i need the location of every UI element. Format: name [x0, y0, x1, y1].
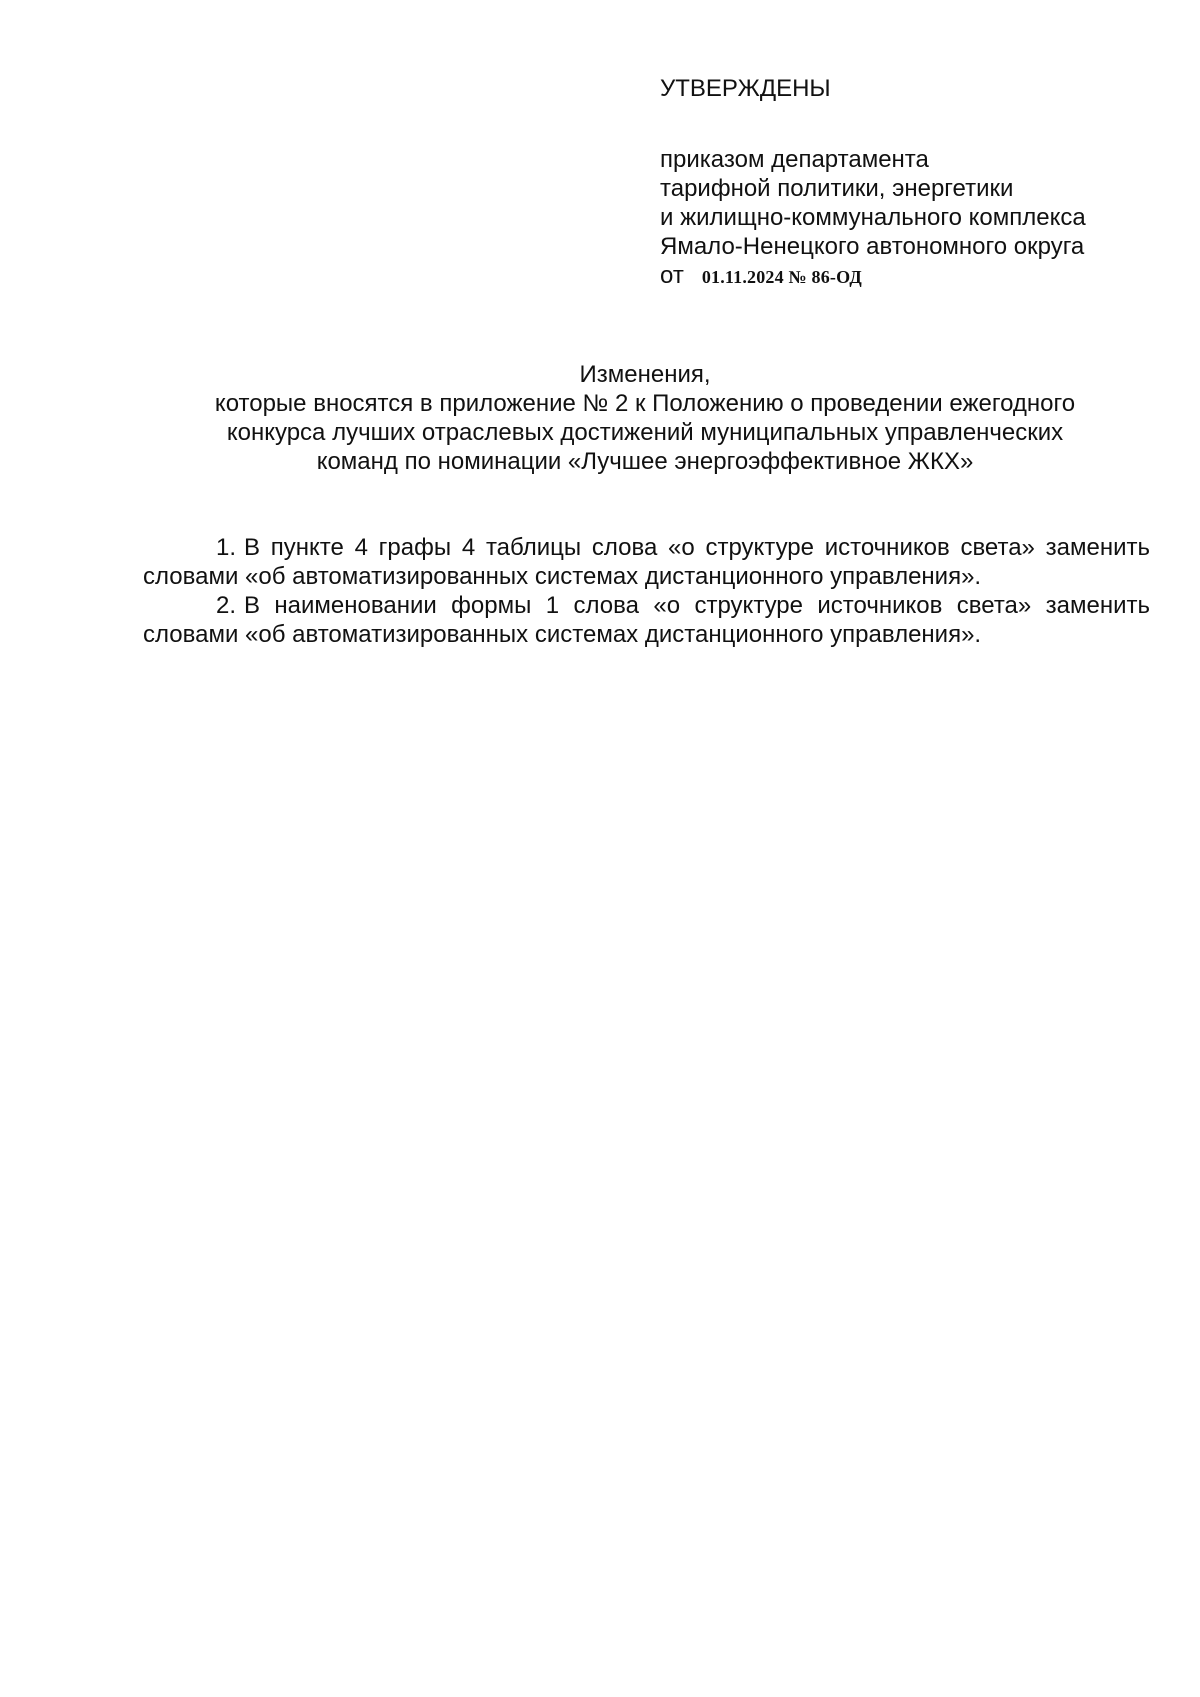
approval-stamp-block — [660, 74, 1130, 292]
paragraph-number: 2. — [216, 592, 237, 619]
heading-title: Изменения, — [579, 361, 711, 388]
heading-line: команд по номинации «Лучшее энергоэффективное ЖКХ» — [316, 448, 974, 475]
document-body — [143, 533, 1150, 649]
approval-line: и жилищно-коммунального комплекса — [660, 204, 1086, 231]
document-heading — [140, 360, 1150, 476]
order-number: 01.11.2024 № 86-ОД — [701, 267, 862, 287]
body-paragraph — [143, 533, 1150, 591]
approval-title: УТВЕРЖДЕНЫ — [660, 75, 831, 102]
approval-line: приказом департамента — [660, 146, 929, 173]
body-paragraph — [143, 591, 1150, 649]
order-prefix: от — [660, 262, 684, 289]
paragraph-text: В наименовании формы 1 слова «о структуре источников света» заменить словами «об автоматизированных системах дистанционного управления». — [143, 592, 1150, 648]
approval-line: Ямало-Ненецкого автономного округа — [660, 233, 1085, 260]
paragraph-number: 1. — [216, 534, 237, 561]
approval-lines — [660, 145, 1130, 292]
paragraph-text: В пункте 4 графы 4 таблицы слова «о структуре источников света» заменить словами «об автоматизированных системах дистанционного управления». — [143, 534, 1150, 590]
heading-line: которые вносятся в приложение № 2 к Положению о проведении ежегодного — [214, 390, 1076, 417]
approval-line: тарифной политики, энергетики — [660, 175, 1014, 202]
heading-line: конкурса лучших отраслевых достижений муниципальных управленческих — [226, 419, 1064, 446]
order-reference — [660, 261, 1130, 292]
